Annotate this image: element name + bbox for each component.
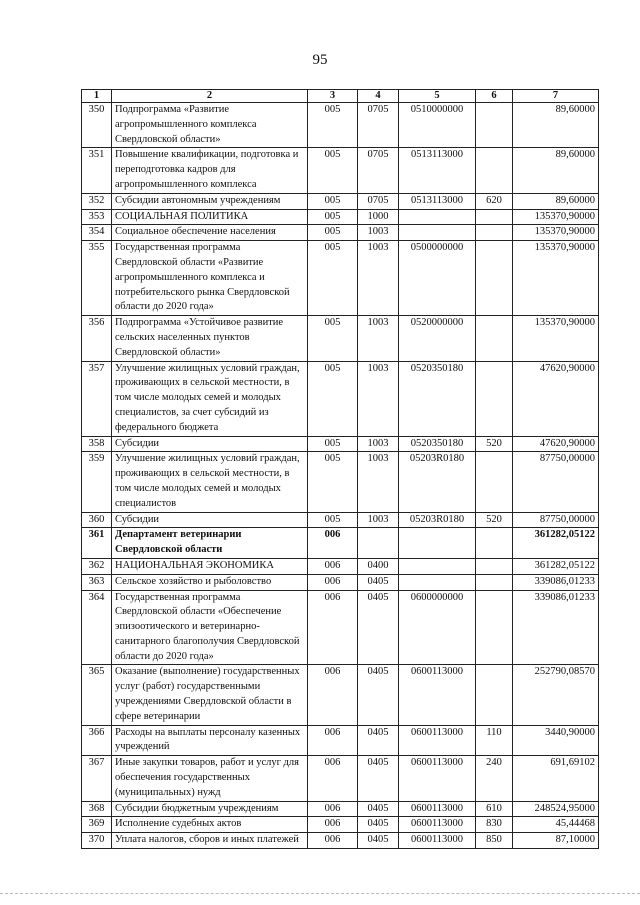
row-expense-type-cell (476, 558, 513, 574)
row-number-cell: 363 (82, 574, 112, 590)
row-section-code-cell: 0405 (358, 833, 399, 849)
row-target-article-cell: 0600113000 (399, 665, 476, 725)
row-target-article-cell: 05203R0180 (399, 452, 476, 512)
header-col-2: 2 (112, 90, 308, 103)
row-section-code-cell: 0405 (358, 725, 399, 756)
row-expense-type-cell: 620 (476, 193, 513, 209)
table-row (82, 801, 599, 817)
row-number-cell: 365 (82, 665, 112, 725)
table-row (82, 316, 599, 361)
row-target-article-cell: 0513113000 (399, 148, 476, 193)
row-amount-cell: 87750,00000 (513, 452, 599, 512)
row-name-cell: Улучшение жилищных условий граждан, проживающих в сельской местности, в том числе молодых семей и молодых специалистов, за счет субсидий из федерального бюджета (112, 361, 308, 436)
row-name-cell: Социальное обеспечение населения (112, 225, 308, 241)
row-expense-type-cell: 830 (476, 817, 513, 833)
table-row (82, 193, 599, 209)
row-expense-type-cell: 110 (476, 725, 513, 756)
row-expense-type-cell: 240 (476, 756, 513, 801)
row-target-article-cell (399, 209, 476, 225)
table-header-row (82, 90, 599, 103)
header-col-5: 5 (399, 90, 476, 103)
table-row (82, 558, 599, 574)
row-number-cell: 353 (82, 209, 112, 225)
row-expense-type-cell: 520 (476, 512, 513, 528)
row-expense-type-cell (476, 452, 513, 512)
row-target-article-cell (399, 574, 476, 590)
row-amount-cell: 47620,90000 (513, 361, 599, 436)
table-row (82, 725, 599, 756)
table-row (82, 833, 599, 849)
row-name-cell: Исполнение судебных актов (112, 817, 308, 833)
table-row (82, 817, 599, 833)
row-expense-type-cell (476, 574, 513, 590)
row-number-cell: 366 (82, 725, 112, 756)
row-section-code-cell: 0405 (358, 817, 399, 833)
row-expense-type-cell: 610 (476, 801, 513, 817)
row-section-code-cell: 1003 (358, 316, 399, 361)
row-expense-type-cell (476, 148, 513, 193)
row-ministry-code-cell: 005 (308, 225, 358, 241)
table-row (82, 209, 599, 225)
table-row (82, 590, 599, 665)
row-section-code-cell: 1003 (358, 361, 399, 436)
row-ministry-code-cell: 006 (308, 665, 358, 725)
row-name-cell: Субсидии бюджетным учреждениям (112, 801, 308, 817)
row-expense-type-cell (476, 316, 513, 361)
row-target-article-cell (399, 558, 476, 574)
row-ministry-code-cell: 006 (308, 590, 358, 665)
row-section-code-cell: 0405 (358, 801, 399, 817)
row-number-cell: 364 (82, 590, 112, 665)
row-number-cell: 355 (82, 241, 112, 316)
row-number-cell: 352 (82, 193, 112, 209)
row-target-article-cell: 0520350180 (399, 361, 476, 436)
row-amount-cell: 89,60000 (513, 148, 599, 193)
row-amount-cell: 89,60000 (513, 103, 599, 148)
row-ministry-code-cell: 006 (308, 756, 358, 801)
table-row (82, 452, 599, 512)
row-ministry-code-cell: 006 (308, 801, 358, 817)
row-name-cell: СОЦИАЛЬНАЯ ПОЛИТИКА (112, 209, 308, 225)
row-amount-cell: 135370,90000 (513, 241, 599, 316)
row-target-article-cell: 0513113000 (399, 193, 476, 209)
row-section-code-cell: 1003 (358, 436, 399, 452)
row-section-code-cell: 1000 (358, 209, 399, 225)
row-ministry-code-cell: 005 (308, 241, 358, 316)
table-row (82, 756, 599, 801)
table-row (82, 512, 599, 528)
row-target-article-cell: 0600113000 (399, 725, 476, 756)
row-target-article-cell (399, 225, 476, 241)
row-name-cell: Субсидии (112, 512, 308, 528)
row-amount-cell: 3440,90000 (513, 725, 599, 756)
row-expense-type-cell: 520 (476, 436, 513, 452)
row-ministry-code-cell: 005 (308, 452, 358, 512)
row-amount-cell: 252790,08570 (513, 665, 599, 725)
row-expense-type-cell (476, 528, 513, 559)
row-expense-type-cell (476, 225, 513, 241)
row-target-article-cell: 0600000000 (399, 590, 476, 665)
row-name-cell: Подпрограмма «Развитие агропромышленного комплекса Свердловской области» (112, 103, 308, 148)
row-amount-cell: 135370,90000 (513, 209, 599, 225)
row-ministry-code-cell: 005 (308, 193, 358, 209)
row-ministry-code-cell: 006 (308, 528, 358, 559)
row-name-cell: Повышение квалификации, подготовка и переподготовка кадров для агропромышленного комплекса (112, 148, 308, 193)
row-section-code-cell: 1003 (358, 452, 399, 512)
row-amount-cell: 135370,90000 (513, 225, 599, 241)
row-target-article-cell: 05203R0180 (399, 512, 476, 528)
row-number-cell: 368 (82, 801, 112, 817)
row-section-code-cell: 0405 (358, 590, 399, 665)
row-expense-type-cell (476, 590, 513, 665)
row-section-code-cell: 0705 (358, 103, 399, 148)
row-number-cell: 357 (82, 361, 112, 436)
row-name-cell: Государственная программа Свердловской области «Развитие агропромышленного комплекса и потребительского рынка Свердловской области до 2020 года» (112, 241, 308, 316)
row-name-cell: Оказание (выполнение) государственных услуг (работ) государственными учреждениями Свердловской области в сфере ветеринарии (112, 665, 308, 725)
row-name-cell: Иные закупки товаров, работ и услуг для обеспечения государственных (муниципальных) нужд (112, 756, 308, 801)
row-amount-cell: 87750,00000 (513, 512, 599, 528)
row-target-article-cell: 0520350180 (399, 436, 476, 452)
row-number-cell: 354 (82, 225, 112, 241)
row-amount-cell: 691,69102 (513, 756, 599, 801)
header-col-4: 4 (358, 90, 399, 103)
page-bottom-rule (0, 893, 640, 894)
table-row (82, 436, 599, 452)
row-amount-cell: 339086,01233 (513, 590, 599, 665)
row-ministry-code-cell: 005 (308, 148, 358, 193)
row-name-cell: Департамент ветеринарии Свердловской области (112, 528, 308, 559)
row-number-cell: 356 (82, 316, 112, 361)
row-number-cell: 370 (82, 833, 112, 849)
budget-table (81, 89, 599, 849)
header-col-1: 1 (82, 90, 112, 103)
row-amount-cell: 47620,90000 (513, 436, 599, 452)
row-amount-cell: 135370,90000 (513, 316, 599, 361)
row-section-code-cell: 0405 (358, 665, 399, 725)
row-ministry-code-cell: 006 (308, 725, 358, 756)
row-section-code-cell (358, 528, 399, 559)
row-section-code-cell: 0400 (358, 558, 399, 574)
row-expense-type-cell (476, 665, 513, 725)
row-target-article-cell: 0520000000 (399, 316, 476, 361)
table-row (82, 225, 599, 241)
table-row (82, 148, 599, 193)
row-number-cell: 361 (82, 528, 112, 559)
table-row (82, 103, 599, 148)
row-amount-cell: 361282,05122 (513, 528, 599, 559)
row-target-article-cell: 0600113000 (399, 817, 476, 833)
row-ministry-code-cell: 005 (308, 436, 358, 452)
row-expense-type-cell (476, 241, 513, 316)
row-number-cell: 360 (82, 512, 112, 528)
row-expense-type-cell (476, 209, 513, 225)
row-section-code-cell: 0405 (358, 574, 399, 590)
row-name-cell: Сельское хозяйство и рыболовство (112, 574, 308, 590)
row-target-article-cell: 0600113000 (399, 801, 476, 817)
row-ministry-code-cell: 005 (308, 103, 358, 148)
row-target-article-cell: 0500000000 (399, 241, 476, 316)
row-number-cell: 369 (82, 817, 112, 833)
row-expense-type-cell (476, 103, 513, 148)
row-section-code-cell: 1003 (358, 225, 399, 241)
table-row (82, 574, 599, 590)
row-number-cell: 362 (82, 558, 112, 574)
header-col-7: 7 (513, 90, 599, 103)
header-col-6: 6 (476, 90, 513, 103)
row-number-cell: 359 (82, 452, 112, 512)
row-expense-type-cell: 850 (476, 833, 513, 849)
table-row (82, 361, 599, 436)
row-target-article-cell: 0510000000 (399, 103, 476, 148)
table-row (82, 241, 599, 316)
row-name-cell: НАЦИОНАЛЬНАЯ ЭКОНОМИКА (112, 558, 308, 574)
row-ministry-code-cell: 005 (308, 209, 358, 225)
row-section-code-cell: 0705 (358, 193, 399, 209)
table-row (82, 665, 599, 725)
row-amount-cell: 87,10000 (513, 833, 599, 849)
row-number-cell: 367 (82, 756, 112, 801)
row-name-cell: Субсидии (112, 436, 308, 452)
table-body (82, 103, 599, 849)
row-ministry-code-cell: 005 (308, 316, 358, 361)
row-section-code-cell: 0405 (358, 756, 399, 801)
row-amount-cell: 89,60000 (513, 193, 599, 209)
table-row (82, 528, 599, 559)
row-name-cell: Расходы на выплаты персоналу казенных учреждений (112, 725, 308, 756)
page-number: 95 (312, 52, 328, 68)
header-col-3: 3 (308, 90, 358, 103)
row-amount-cell: 361282,05122 (513, 558, 599, 574)
row-ministry-code-cell: 006 (308, 817, 358, 833)
row-ministry-code-cell: 006 (308, 574, 358, 590)
row-target-article-cell: 0600113000 (399, 833, 476, 849)
row-target-article-cell (399, 528, 476, 559)
row-amount-cell: 45,44468 (513, 817, 599, 833)
row-number-cell: 351 (82, 148, 112, 193)
row-name-cell: Субсидии автономным учреждениям (112, 193, 308, 209)
row-name-cell: Подпрограмма «Устойчивое развитие сельских населенных пунктов Свердловской области» (112, 316, 308, 361)
row-ministry-code-cell: 005 (308, 512, 358, 528)
row-section-code-cell: 1003 (358, 241, 399, 316)
row-number-cell: 358 (82, 436, 112, 452)
row-number-cell: 350 (82, 103, 112, 148)
row-name-cell: Государственная программа Свердловской области «Обеспечение эпизоотического и ветеринарно-санитарного благополучия Свердловской области до 2020 года» (112, 590, 308, 665)
row-name-cell: Улучшение жилищных условий граждан, проживающих в сельской местности, в том числе молодых семей и молодых специалистов (112, 452, 308, 512)
row-amount-cell: 339086,01233 (513, 574, 599, 590)
row-target-article-cell: 0600113000 (399, 756, 476, 801)
row-ministry-code-cell: 005 (308, 361, 358, 436)
row-ministry-code-cell: 006 (308, 833, 358, 849)
row-amount-cell: 248524,95000 (513, 801, 599, 817)
row-ministry-code-cell: 006 (308, 558, 358, 574)
row-expense-type-cell (476, 361, 513, 436)
row-name-cell: Уплата налогов, сборов и иных платежей (112, 833, 308, 849)
row-section-code-cell: 0705 (358, 148, 399, 193)
row-section-code-cell: 1003 (358, 512, 399, 528)
